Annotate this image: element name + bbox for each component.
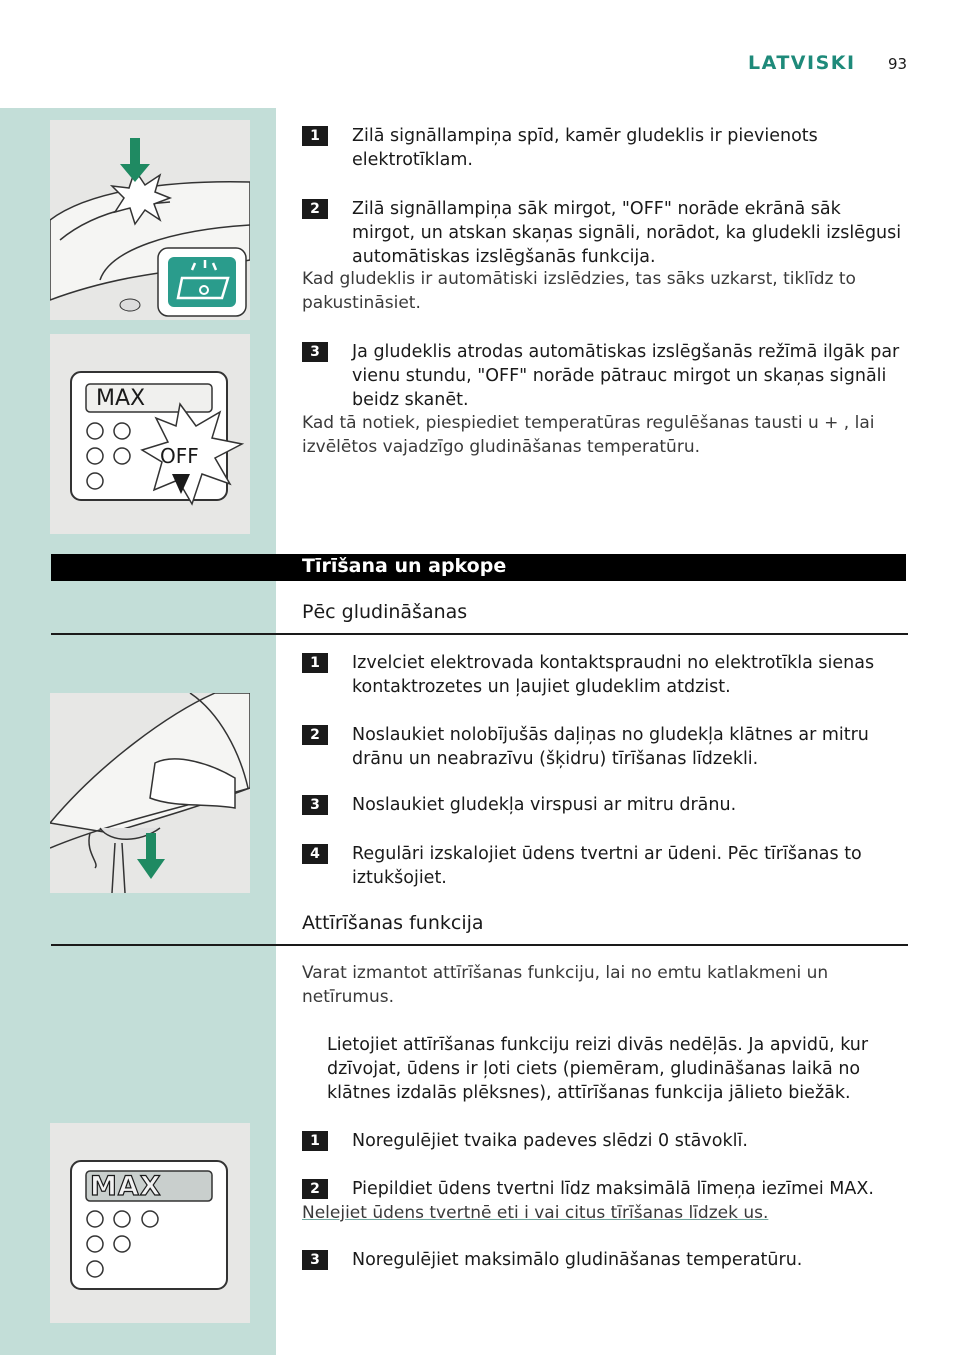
arrow-down-icon (146, 833, 156, 863)
step-text: Noregulējiet tvaika padeves slēdzi 0 stāvoklī. (352, 1131, 748, 1151)
step-number: 4 (302, 844, 328, 864)
illustration-display-off (50, 334, 250, 534)
arrow-down-icon (130, 138, 140, 168)
step-text: Izvelciet elektrovada kontaktspraudni no elektrotīkla sienas kontaktrozetes un ļaujiet gludeklim atdzist. (352, 653, 875, 697)
after-ironing-heading: Pēc gludināšanas (302, 601, 468, 623)
calc-clean-heading: Attīrīšanas funkcija (302, 912, 484, 934)
step-number: 2 (302, 199, 328, 219)
step-text: Noslaukiet gludekļa virspusi ar mitru drānu. (352, 795, 737, 815)
section-title: Tīrīšana un apkope (302, 555, 507, 577)
step-text: Zilā signāllampiņa spīd, kamēr gludeklis ir pievienots elektrotīklam. (352, 126, 818, 170)
calc-clean-warning: Nelejiet ūdens tvertnē eti i vai citus tīrīšanas līdzek us. (302, 1203, 769, 1223)
step-text: Piepildiet ūdens tvertni līdz maksimālā līmeņa iezīmei MAX. (352, 1179, 874, 1199)
display-max-drawing (50, 1123, 250, 1323)
temperature-note: Kad tā notiek, piespiediet temperatūras regulēšanas tausti u + , lai izvēlētos vajadzīgo gludināšanas temperatūru. (302, 413, 875, 457)
illustration-display-max (50, 1123, 250, 1323)
display-max-label: MAX (90, 1171, 162, 1202)
step-text: Regulāri izskalojiet ūdens tvertni ar ūdeni. Pēc tīrīšanas to iztukšojiet. (352, 844, 862, 888)
step-number: 1 (302, 653, 328, 673)
heading-divider (51, 944, 908, 946)
rinse-tank-drawing (50, 693, 250, 893)
language-label: LATVISKI (748, 52, 856, 74)
calc-clean-intro: Varat izmantot attīrīšanas funkciju, lai no emtu katlakmeni un netīrumus. (302, 963, 829, 1007)
step-text: Noslaukiet nolobījušās daļiņas no gludekļa klātnes ar mitru drānu un neabrazīvu (šķidru) tīrīšanas līdzekli. (352, 725, 869, 769)
heading-divider (51, 633, 908, 635)
step-text: Zilā signāllampiņa sāk mirgot, "OFF" norāde ekrānā sāk mirgot, un atskan skaņas signāli, norādot, ka gludekli izslēgusi automātiskas izslēgšanās funkcija. (352, 199, 902, 267)
step-number: 2 (302, 1179, 328, 1199)
page-number: 93 (888, 55, 908, 73)
calc-clean-tip: Lietojiet attīrīšanas funkciju reizi divās nedēļās. Ja apvidū, kur dzīvojat, ūdens ir ļoti ciets (piemēram, gludināšanas laikā no klātnes izdalās plēksnes), attīrīšanas funkcija jālieto biežāk. (327, 1035, 869, 1103)
step-number: 3 (302, 342, 328, 362)
step-number: 1 (302, 1131, 328, 1151)
illustration-rinse-tank (50, 693, 250, 893)
display-off-text: OFF (160, 444, 199, 468)
display-off-drawing (50, 334, 250, 534)
step-text: Noregulējiet maksimālo gludināšanas temperatūru. (352, 1250, 803, 1270)
iron-light-drawing (50, 120, 250, 320)
step-number: 1 (302, 126, 328, 146)
step-number: 2 (302, 725, 328, 745)
section-header (51, 554, 906, 581)
display-max-text: MAX (96, 386, 146, 411)
auto-off-note: Kad gludeklis ir automātiski izslēdzies, tas sāks uzkarst, tiklīdz to pakustināsiet. (302, 269, 856, 313)
illustration-iron-light (50, 120, 250, 320)
step-number: 3 (302, 1250, 328, 1270)
step-text: Ja gludeklis atrodas automātiskas izslēgšanās režīmā ilgāk par vienu stundu, "OFF" norāde pātrauc mirgot un skaņas signāli beidz skanēt. (352, 342, 900, 410)
step-number: 3 (302, 795, 328, 815)
